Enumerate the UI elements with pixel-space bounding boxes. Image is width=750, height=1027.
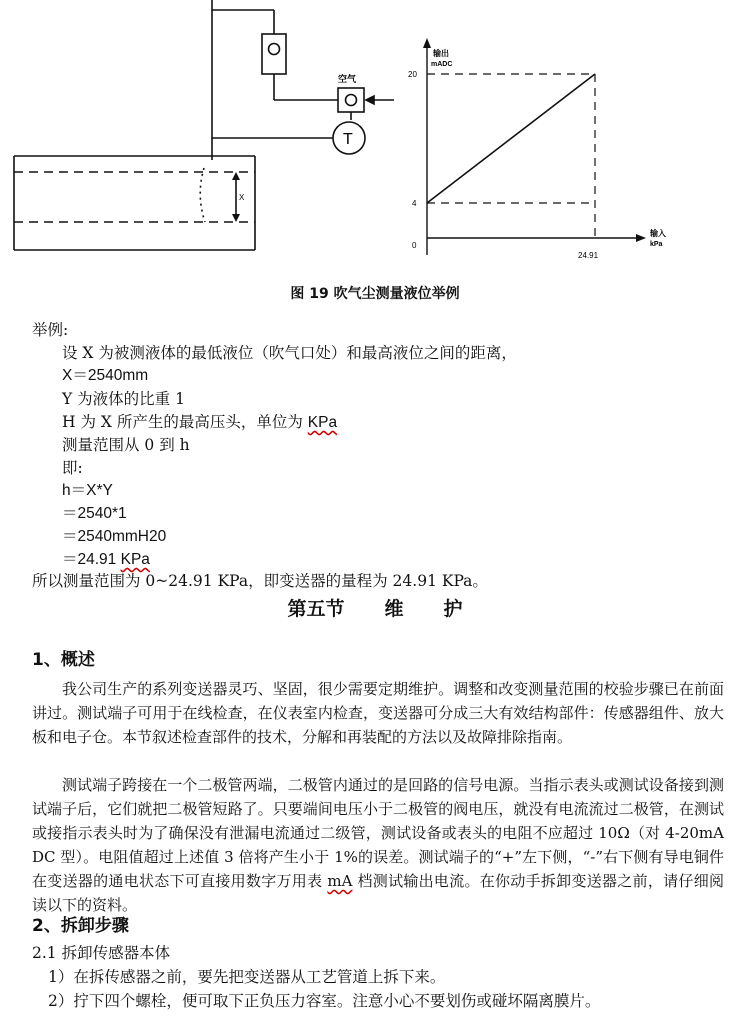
tick-20: 20 (408, 70, 417, 79)
example-line-9: ＝2540mmH20 (62, 528, 167, 545)
y-axis-label-2: mADC (431, 61, 453, 68)
output-chart (400, 0, 680, 270)
tank-schematic (0, 0, 400, 270)
overview-paragraph-2-b: 档测试输出电流。在你动手拆卸变送器之前，请仔细阅读以下的资料。 (32, 872, 724, 914)
example-line-5: 测量范围从 0 到 h (62, 436, 190, 454)
example-title: 举例: (32, 321, 69, 339)
disassembly-step-2: 2）拧下四个螺栓，便可取下正负压力容室。注意小心不要划伤或碰坏隔离膜片。 (48, 992, 601, 1010)
kpa-unit: KPa (307, 414, 338, 431)
section-title (0, 594, 750, 621)
example-line-8: ＝2540*1 (62, 505, 127, 522)
example-line-2: X＝2540mm (62, 367, 149, 384)
x-axis-label-2: kPa (650, 241, 663, 248)
example-line-10-text: ＝24.91 (62, 551, 121, 568)
output-line (427, 74, 595, 203)
tick-0: 0 (412, 241, 417, 250)
example-conclusion: 所以测量范围为 0~24.91 KPa，即变送器的量程为 24.91 KPa。 (32, 572, 488, 590)
example-line-7: h＝X*Y (62, 482, 113, 499)
kpa-unit-2: KPa (120, 551, 150, 568)
air-label: 空气 (338, 74, 357, 84)
figure-caption: 图 19 吹气尘测量液位举例 (290, 286, 460, 302)
example-line-1: 设 X 为被测液体的最低液位（吹气口处）和最高液位之间的距离， (62, 344, 517, 362)
x-arrow-bottom (232, 214, 240, 222)
air-regulator (338, 88, 364, 112)
example-line-10 (62, 549, 150, 571)
t-label: T (343, 131, 353, 148)
ma-unit: mA (327, 872, 353, 890)
x-axis-label-1: 输入 (650, 229, 666, 238)
tick-4: 4 (412, 199, 417, 208)
x-label: X (239, 193, 245, 202)
section-title-b: 维 (384, 598, 404, 620)
overview-paragraph-2 (32, 773, 724, 917)
tick-24-91: 24.91 (578, 251, 599, 260)
x-arrow-top (232, 172, 240, 180)
example-line-4-text: H 为 X 所产生的最高压头，单位为 (62, 413, 308, 431)
y-axis-label-1: 输出 (433, 49, 449, 58)
overview-heading: 1、概述 (32, 650, 95, 670)
x-arrow (636, 234, 646, 242)
example-line-6: 即: (62, 459, 83, 477)
air-arrow-head (366, 96, 374, 104)
y-arrow (423, 38, 431, 48)
section-title-c: 护 (443, 598, 463, 620)
overview-paragraph-2-a: 测试端子跨接在一个二极管两端，二极管内通过的是回路的信号电源。当指示表头或测试设备接到测试端子后，它们就把二极管短路了。只要端间电压小于二极管的阀电压，就没有电流流过二极管，在测试或接指示表头时为了确保没有泄漏电流通过二级管，测试设备或表头的电阻不应超过 10Ω（对 4-20mA DC 型）。电阻值超过上述值 3 倍将产生小于 1%的误差。测试端子的“+”左下侧，“-”右下侧有导电铜件在变送器的通电状态下可直接用数字万用表 (32, 776, 724, 890)
disassembly-step-1: 1）在拆传感器之前，要先把变送器从工艺管道上拆下来。 (48, 968, 446, 986)
disassembly-subheading: 2.1 拆卸传感器本体 (32, 944, 171, 962)
example-line-4 (62, 411, 337, 434)
section-title-a: 第五节 (287, 598, 345, 620)
example-line-3: Y 为液体的比重 1 (62, 390, 185, 408)
overview-paragraph-1: 我公司生产的系列变送器灵巧、坚固，很少需要定期维护。调整和改变测量范围的校验步骤已在前面讲过。测试端子可用于在线检查，在仪表室内检查，变送器可分成三大有效结构部件：传感器组件、放大板和电子仓。本节叙述检查部件的技术，分解和再装配的方法以及故障排除指南。 (32, 680, 724, 746)
bubble-trail (200, 168, 205, 222)
disassembly-heading: 2、拆卸步骤 (32, 916, 129, 936)
